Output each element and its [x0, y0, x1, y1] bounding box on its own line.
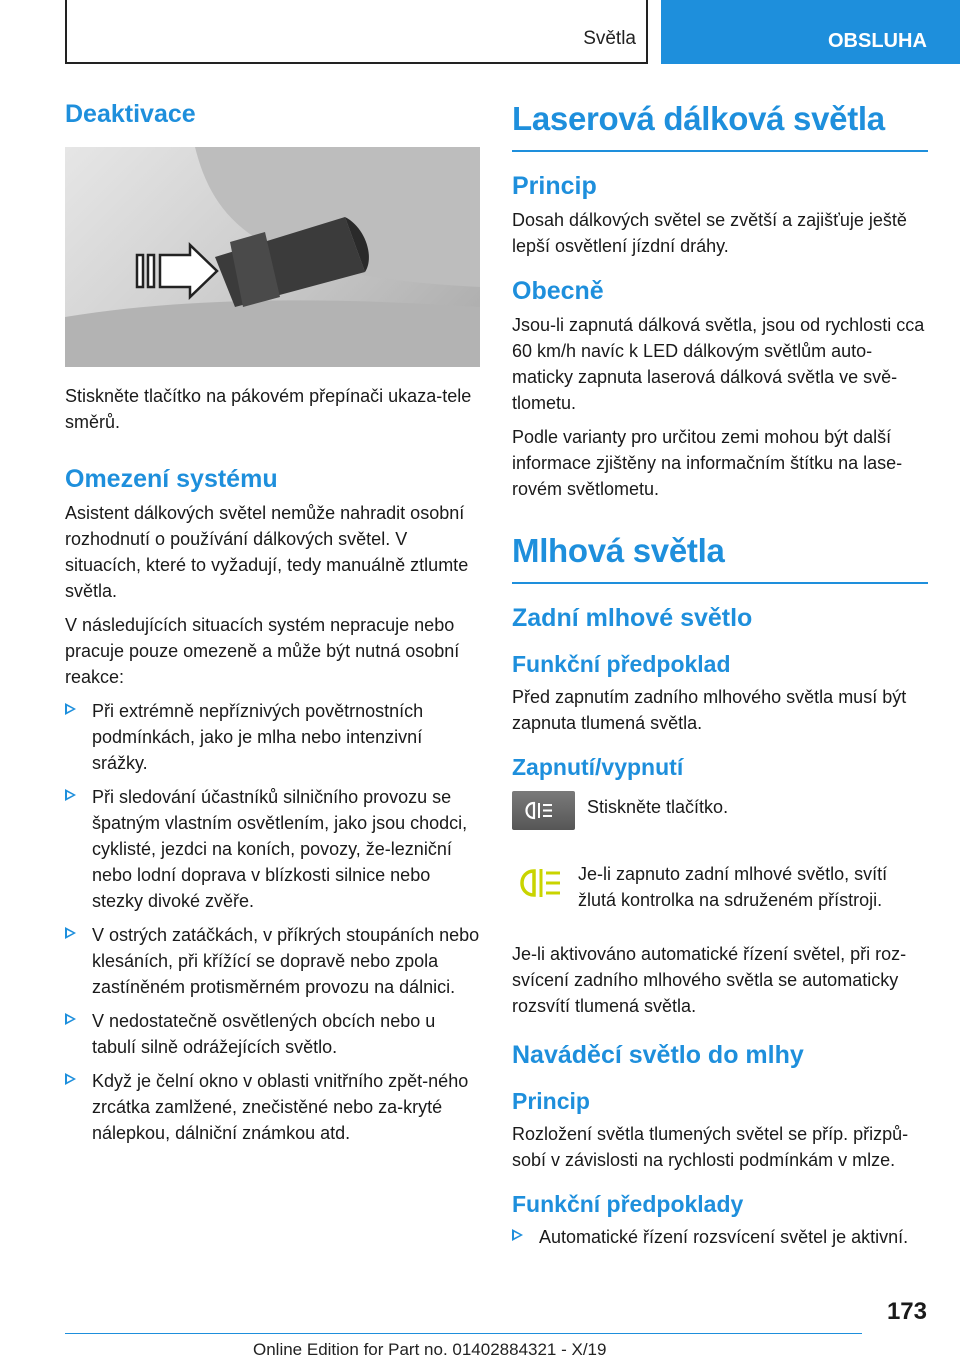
limits-paragraph-2: V následujících situacích systém nepracuje nebo pracuje pouze omezeně a může být nutná osobní reakce: [65, 615, 460, 687]
triangle-bullet-icon [65, 1073, 76, 1085]
list-item: Když je čelní okno v oblasti vnitřního zpět-ného zrcátka zamlžené, znečistěné nebo za-kryté nálepkou, dálniční známkou atd. [65, 1068, 480, 1146]
guide-prereq-list [512, 1224, 928, 1250]
indicator-instruction-row [512, 861, 928, 931]
prereq-text: Před zapnutím zadního mlhového světla musí být zapnuta tlumená světla. [512, 687, 907, 733]
left-column [65, 100, 480, 1154]
list-item: V nedostatečně osvětlených obcích nebo u tabulí silně odrážejících světlo. [65, 1008, 480, 1060]
general-paragraph-1: Jsou-li zapnutá dálková světla, jsou od rychlosti cca 60 km/h navíc k LED dálkovým světlům auto-maticky zapnuta laserová dálková světla ve svě-tlometu. [512, 315, 925, 413]
guide-prereq-heading: Funkční předpoklady [512, 1191, 744, 1217]
limits-heading: Omezení systému [65, 465, 278, 493]
triangle-bullet-icon [65, 703, 76, 715]
button-instruction-row [512, 791, 928, 853]
header-box [65, 0, 648, 64]
indicator-text: Je-li zapnuto zadní mlhové světlo, svítí žlutá kontrolka na sdruženém přístroji. [578, 864, 888, 910]
laser-heading: Laserová dálková světla [512, 100, 928, 152]
deactivation-heading: Deaktivace [65, 100, 196, 128]
guide-principle-text: Rozložení světla tlumených světel se příp. přizpů-sobí v závislosti na rychlosti podmínkám v mlze. [512, 1124, 909, 1170]
press-button-text: Stiskněte tlačítko. [587, 797, 729, 817]
section-tab[interactable]: OBSLUHA [661, 0, 960, 64]
press-arrow-icon [137, 245, 217, 297]
list-item: Při sledování účastníků silničního provozu se špatným vlastním osvětlením, jako jsou chodci, cyklisté, jezdci na koních, povozy, že-lezniční nebo lodní doprava v blízkosti silnice nebo stezky divoké zvěře. [65, 784, 480, 914]
lever-drawing [65, 147, 480, 367]
turn-signal-lever-illustration [65, 147, 480, 367]
page-number: 173 [886, 1298, 927, 1325]
triangle-bullet-icon [65, 1013, 76, 1025]
auto-light-text: Je-li aktivováno automatické řízení světel, při roz-svícení zadního mlhového světla se automaticky rozsvítí tlumená světla. [512, 944, 907, 1016]
chapter-title: Světla [583, 28, 636, 49]
rear-fog-indicator-icon [512, 861, 572, 905]
fog-heading: Mlhová světla [512, 532, 928, 584]
footer-divider [65, 1333, 862, 1334]
rear-fog-button-icon[interactable] [512, 791, 575, 830]
general-paragraph-2: Podle varianty pro určitou zemi mohou být další informace zjištěny na informačním štítku na lase-rovém světlometu. [512, 427, 903, 499]
principle-text: Dosah dálkových světel se zvětší a zajišťuje ještě lepší osvětlení jízdní dráhy. [512, 210, 907, 256]
right-column [512, 100, 928, 1258]
list-item: V ostrých zatáčkách, v příkrých stoupáních nebo klesáních, při křížící se dopravě nebo zpola zastíněném protisměrném provozu na dálnici. [65, 922, 480, 1000]
triangle-bullet-icon [65, 789, 76, 801]
limits-paragraph-1: Asistent dálkových světel nemůže nahradit osobní rozhodnutí o používání dálkových světel. V situacích, které to vyžadují, tedy manuálně ztlumte světla. [65, 503, 469, 601]
triangle-bullet-icon [65, 927, 76, 939]
list-item: Při extrémně nepříznivých povětrnostních podmínkách, jako je mlha nebo intenzivní srážky. [65, 698, 480, 776]
onoff-heading: Zapnutí/vypnutí [512, 754, 684, 780]
rear-fog-heading: Zadní mlhové světlo [512, 604, 753, 632]
list-item: Automatické řízení rozsvícení světel je aktivní. [512, 1224, 928, 1250]
edition-footer: Online Edition for Part no. 01402884321 - X/19 [253, 1340, 607, 1359]
prereq-heading: Funkční předpoklad [512, 651, 731, 677]
guide-principle-heading: Princip [512, 1088, 590, 1114]
principle-heading: Princip [512, 172, 597, 200]
guide-light-heading: Naváděcí světlo do mlhy [512, 1041, 804, 1069]
triangle-bullet-icon [512, 1229, 523, 1241]
limits-list [65, 698, 480, 1146]
deactivation-text: Stiskněte tlačítko na pákovém přepínači ukaza-tele směrů. [65, 386, 472, 432]
general-heading: Obecně [512, 277, 604, 305]
